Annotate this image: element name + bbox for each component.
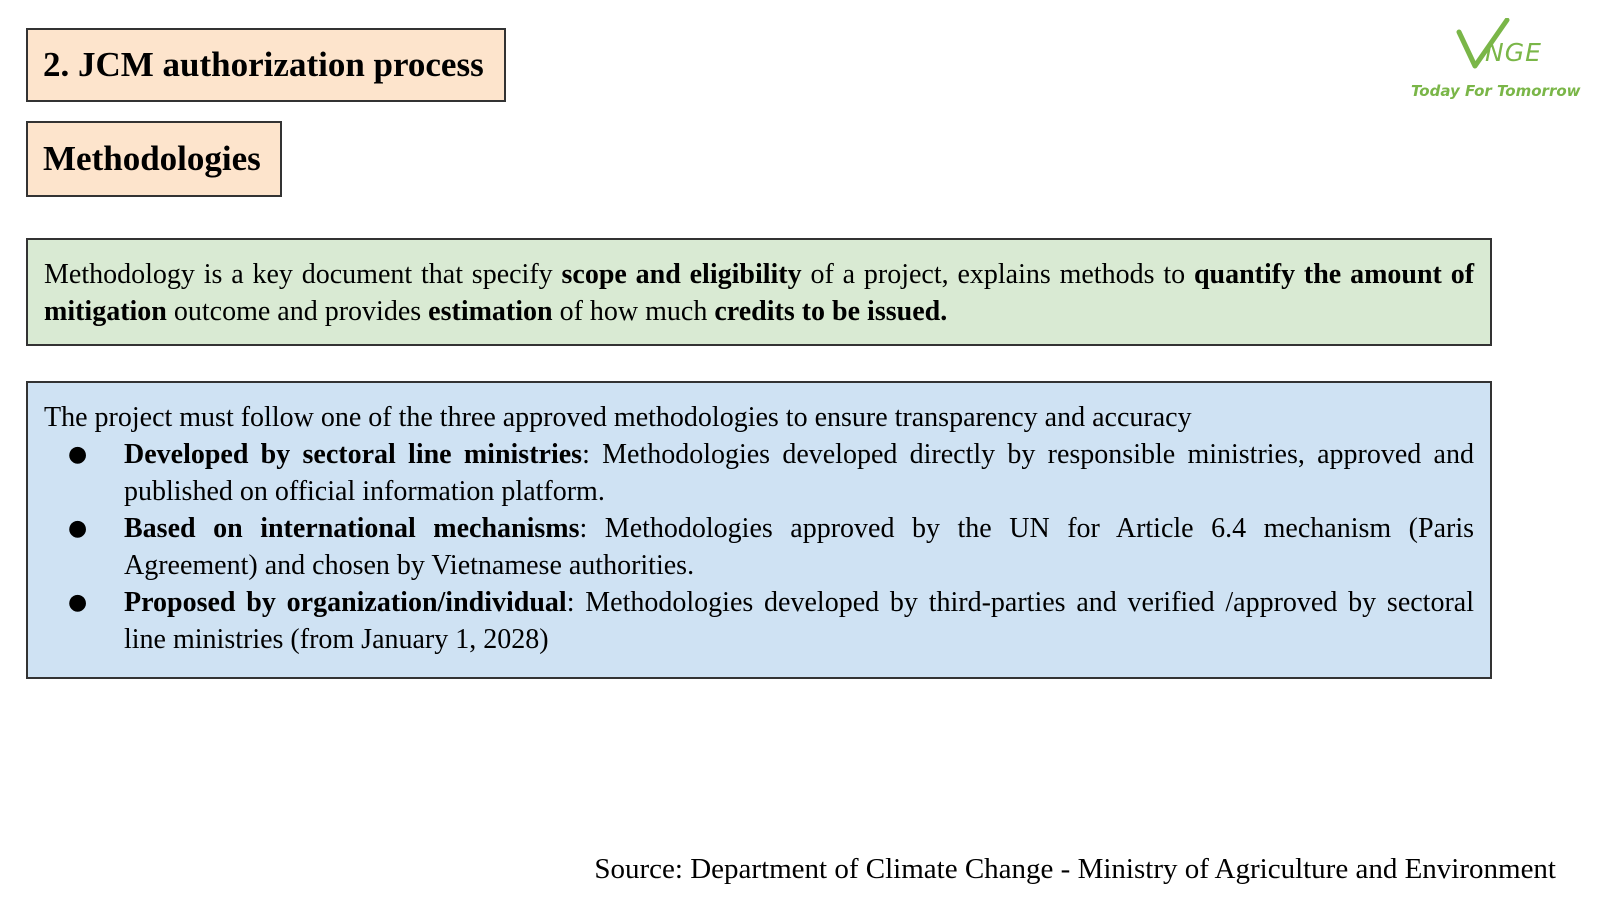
approaches-box [26,381,1492,679]
page-title-text: 2. JCM authorization process [43,45,484,84]
list-item-heading: Proposed by organization/individual [124,587,567,618]
source-citation: Source: Department of Climate Change - Ministry of Agriculture and Environment [594,853,1556,885]
definition-bold-scope: scope and eligibility [561,259,802,290]
definition-bold-estimation: estimation [428,296,553,327]
list-item-text: : Methodologies developed directly by responsible ministries, approved and published on official information platform. [124,439,1474,507]
definition-text-4: of how much [552,296,715,327]
bullet-icon: ● [68,590,88,615]
list-item-text: : Methodologies developed by third-parties and verified /approved by sectoral line ministries (from January 1, 2028) [124,587,1474,655]
vnge-logo [1405,18,1585,108]
list-item-text: : Methodologies approved by the UN for Article 6.4 mechanism (Paris Agreement) and chosen by Vietnamese authorities. [124,513,1474,581]
definition-text-1: Methodology is a key document that specify [44,259,562,290]
list-item [44,436,1474,510]
list-item [44,510,1474,584]
bullet-icon: ● [68,442,88,467]
approaches-intro: The project must follow one of the three approved methodologies to ensure transparency and accuracy [44,402,1192,433]
logo-tagline: Today For Tomorrow [1411,82,1581,100]
section-title-text: Methodologies [43,139,261,178]
definition-bold-quantify: quantify the amount of mitigation [44,259,1475,327]
bullet-icon: ● [68,516,88,541]
definition-bold-credits: credits to be issued. [714,296,948,327]
approaches-list [44,436,1474,658]
definition-text-3: outcome and provides [166,296,429,327]
definition-box [26,238,1492,346]
page-title [26,28,506,102]
list-item-heading: Developed by sectoral line ministries [124,439,583,470]
list-item-heading: Based on international mechanisms [124,513,580,544]
list-item [44,584,1474,658]
definition-text-2: of a project, explains methods to [801,259,1194,290]
section-title [26,121,282,197]
logo-letters: NGE [1485,38,1542,67]
